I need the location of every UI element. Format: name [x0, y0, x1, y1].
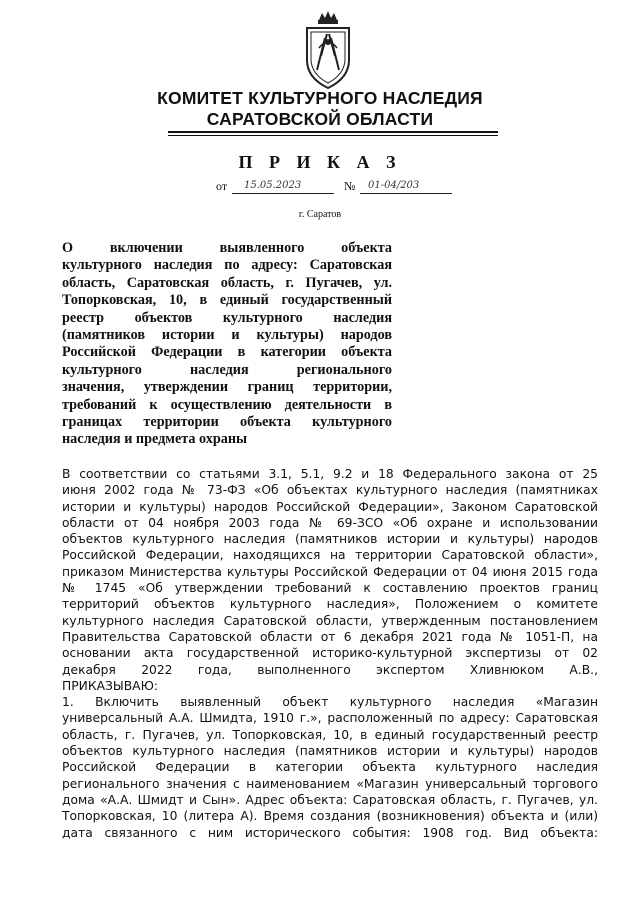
body-line: территорий объектов культурного наследия», Положением о комитете — [62, 597, 598, 612]
date-value: 15.05.2023 — [244, 180, 302, 191]
title-line: (памятников истории и культуры) народов — [62, 327, 392, 344]
body-line: объектов культурного наследия (памятников истории и культуры) народов — [62, 744, 598, 759]
title-line: область, Саратовская область, г. Пугачев, ул. — [62, 274, 392, 291]
date-label: от — [216, 179, 228, 193]
organization-name-line2: САРАТОВСКОЙ ОБЛАСТИ — [206, 109, 434, 129]
body-line: культурного наследия Саратовской области, утвержденным постановлением — [62, 613, 598, 628]
body-line: Правительства Саратовской области от 6 декабря 2021 года № 1051-П, на — [62, 629, 598, 644]
document-body — [62, 466, 598, 841]
title-line: границах территории объекта культурного — [62, 414, 392, 431]
body-line: декабря 2022 года, выполненного экспертом Хливнюком А.В., — [62, 662, 598, 677]
number-label: № — [344, 179, 356, 193]
body-line: ПРИКАЗЫВАЮ: — [62, 678, 159, 693]
date-line — [232, 193, 334, 194]
header-divider-thin — [168, 135, 498, 136]
document-type-heading: П Р И К А З — [238, 152, 402, 172]
body-line: приказом Министерства культуры Российской Федерации от 04 июня 2015 года — [62, 564, 598, 579]
body-line: Российской Федерации, находящихся на территории Саратовской области», — [62, 548, 598, 563]
city-label: г. Саратов — [298, 209, 342, 220]
header-divider — [168, 131, 498, 133]
body-line: дома «А.А. Шмидт и Сын». Адрес объекта: Саратовская область, г. Пугачев, ул. — [62, 792, 598, 807]
title-line: культурного наследия по адресу: Саратовская — [62, 257, 392, 274]
organization-name-line1: КОМИТЕТ КУЛЬТУРНОГО НАСЛЕДИЯ — [157, 88, 483, 108]
title-line: Российской Федерации в категории объекта — [62, 344, 392, 361]
number-value: 01-04/203 — [368, 180, 420, 191]
title-line: О включении выявленного объекта — [62, 240, 392, 256]
title-line: значения, утверждении границ территории, — [62, 379, 392, 396]
title-line: культурного наследия регионального — [62, 361, 392, 378]
body-line: основании акта государственной историко-культурной экспертизы от 02 — [62, 646, 598, 661]
title-line: требований к осуществлению деятельности в — [62, 396, 392, 413]
body-line: Топорковская, 10 (литера А). Время создания (возникновения) объекта и (или) — [62, 809, 598, 824]
body-line: универсальный А.А. Шмидта, 1910 г.», расположенный по адресу: Саратовская — [62, 711, 598, 726]
body-line: области от 04 ноября 2003 года № 69-ЗСО «Об охране и использовании — [62, 515, 598, 530]
title-line: наследия и предмета охраны — [62, 431, 248, 448]
body-line: регионального значения с наименованием «Магазин универсальный торгового — [62, 776, 598, 791]
body-line: 1. Включить выявленный объект культурного наследия «Магазин — [62, 695, 598, 710]
body-line: область, г. Пугачев, ул. Топорковская, 10, в единый государственный реестр — [62, 727, 598, 742]
body-line: № 1745 «Об утверждении требований к составлению проектов границ — [62, 581, 598, 596]
body-line: объектов культурного наследия (памятников истории и культуры) народов — [62, 532, 598, 547]
body-line: истории и культуры) народов Российской Федерации», Законом Саратовской — [62, 499, 598, 514]
body-line: Российской Федерации в категории объекта культурного наследия — [62, 760, 598, 775]
coat-of-arms-emblem — [297, 8, 359, 92]
number-line — [360, 193, 452, 194]
body-line: В соответствии со статьями 3.1, 5.1, 9.2 и 18 Федерального закона от 25 — [62, 467, 598, 481]
body-line: дата связанного с ним исторического события: 1908 год. Вид объекта: — [62, 825, 598, 840]
body-line: июня 2002 года № 73-ФЗ «Об объектах культурного наследия (памятниках — [62, 483, 598, 498]
title-line: реестр объектов культурного наследия — [62, 309, 392, 326]
title-line: Топорковская, 10, в единый государственный — [62, 292, 392, 309]
order-title — [62, 240, 392, 449]
